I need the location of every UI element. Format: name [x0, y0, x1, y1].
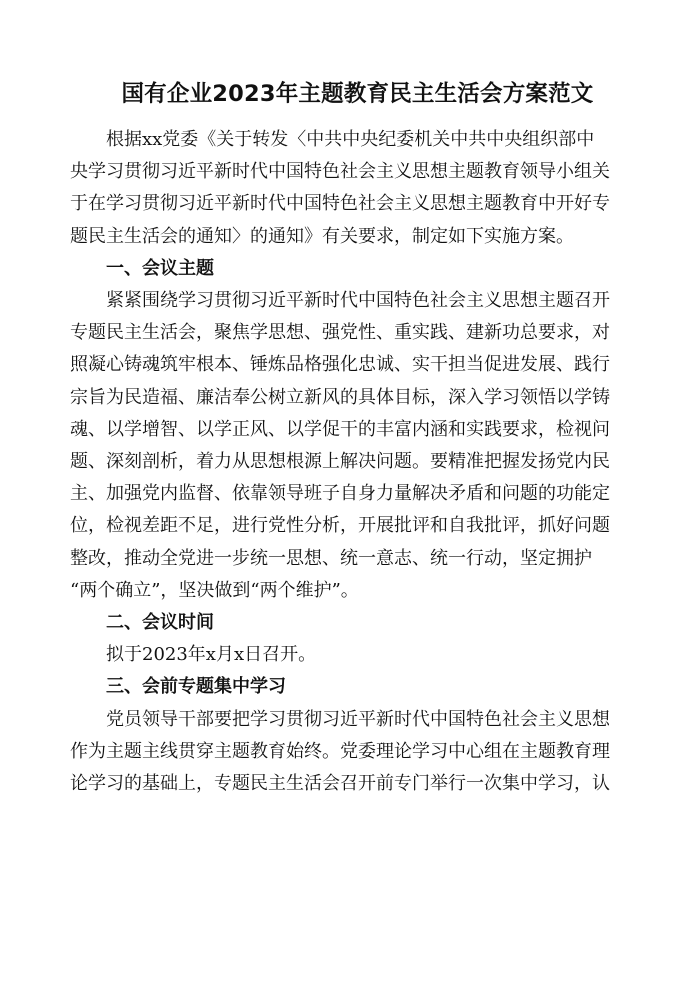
text-line: 作为主题主线贯穿主题教育始终。党委理论学习中心组在主题教育理 [70, 740, 610, 762]
text-line: 题民主生活会的通知〉的通知》有关要求，制定如下实施方案。 [70, 225, 574, 247]
document-page [70, 80, 645, 800]
text-line: 于在学习贯彻习近平新时代中国特色社会主义思想主题教育中开好专 [70, 193, 610, 215]
intro-paragraph [70, 124, 645, 253]
text-line: 位，检视差距不足，进行党性分析，开展批评和自我批评，抓好问题 [70, 515, 610, 537]
document-title: 国有企业2023年主题教育民主生活会方案范文 [121, 81, 594, 107]
text-line: 主、加强党内监督、依靠领导班子自身力量解决矛盾和问题的功能定 [70, 483, 610, 505]
text-line: 党员领导干部要把学习贯彻习近平新时代中国特色社会主义思想 [106, 708, 610, 730]
text-line: 央学习贯彻习近平新时代中国特色社会主义思想主题教育领导小组关 [70, 161, 610, 183]
text-line: 整改，推动全党进一步统一思想、统一意志、统一行动，坚定拥护 [70, 547, 592, 569]
text-line: “两个确立”，坚决做到“两个维护”。 [70, 579, 359, 601]
section-heading-time: 二、会议时间 [106, 612, 214, 634]
text-line: 题、深刻剖析，着力从思想根源上解决问题。要精准把握发扬党内民 [70, 451, 610, 473]
text-line: 照凝心铸魂筑牢根本、锤炼品格强化忠诚、实干担当促进发展、践行 [70, 354, 610, 376]
section-heading-theme: 一、会议主题 [106, 257, 214, 279]
text-line: 专题民主生活会，聚焦学思想、强党性、重实践、建新功总要求，对 [70, 322, 610, 344]
section-paragraph-study [70, 704, 645, 801]
text-line: 拟于2023年x月x日召开。 [106, 644, 317, 666]
section-heading-study: 三、会前专题集中学习 [106, 676, 286, 698]
section-paragraph-time [70, 639, 645, 671]
text-line: 宗旨为民造福、廉洁奉公树立新风的具体目标，深入学习领悟以学铸 [70, 386, 610, 408]
text-line: 魂、以学增智、以学正风、以学促干的丰富内涵和实践要求，检视问 [70, 418, 610, 440]
text-line: 论学习的基础上，专题民主生活会召开前专门举行一次集中学习，认 [70, 773, 610, 795]
section-paragraph-theme [70, 285, 645, 607]
text-line: 根据xx党委《关于转发〈中共中央纪委机关中共中央组织部中 [106, 129, 595, 150]
text-line: 紧紧围绕学习贯彻习近平新时代中国特色社会主义思想主题召开 [106, 290, 610, 312]
